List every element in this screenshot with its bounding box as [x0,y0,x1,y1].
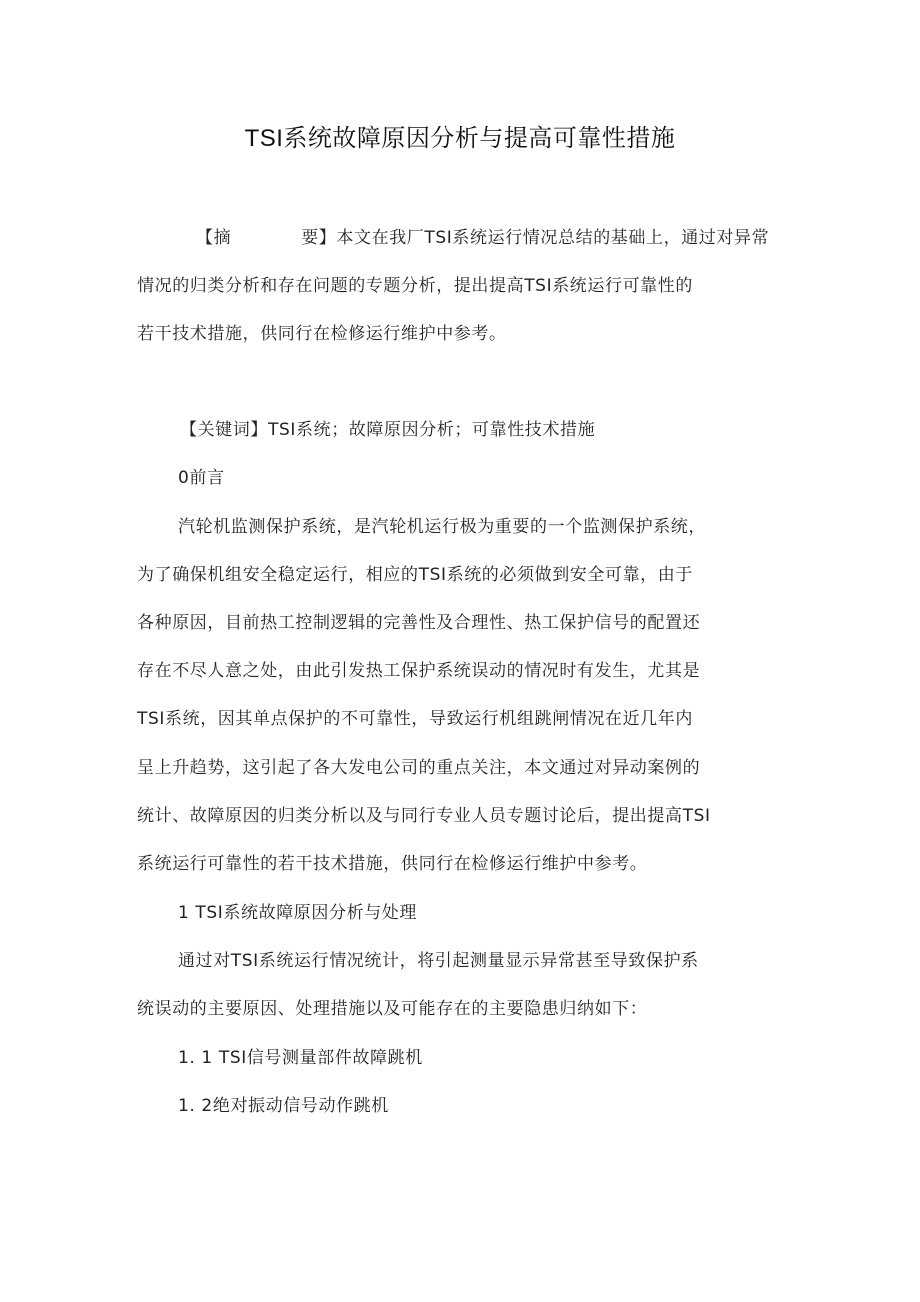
section-0-paragraph-line: 各种原因，目前热工控制逻辑的完善性及合理性、热工保护信号的配置还 [137,613,701,633]
section-0-paragraph-line: TSI系统，因其单点保护的不可靠性，导致运行机组跳闸情况在近几年内 [137,709,693,729]
abstract-line-1 [196,226,769,250]
keywords-line [180,418,595,442]
abstract-label-open: 【摘 [196,228,232,248]
abstract-label-close: 要】 [301,228,337,248]
subsection-1-2-heading: 1. 2绝对振动信号动作跳机 [178,1096,389,1116]
section-0-paragraph-line: 汽轮机监测保护系统，是汽轮机运行极为重要的一个监测保护系统， [178,517,706,537]
abstract-line-2: 情况的归类分析和存在问题的专题分析，提出提高TSI系统运行可靠性的 [137,276,693,296]
document-title: TSI系统故障原因分析与提高可靠性措施 [244,125,676,152]
section-0-paragraph-line: 存在不尽人意之处，由此引发热工保护系统误动的情况时有发生，尤其是 [137,661,701,681]
section-0-heading: 0前言 [178,468,225,488]
section-1-paragraph-line: 统误动的主要原因、处理措施以及可能存在的主要隐患归纳如下： [137,999,648,1019]
section-1-paragraph-line: 通过对TSI系统运行情况统计，将引起测量显示异常甚至导致保护系 [178,951,699,971]
abstract-text-line-1: 本文在我厂TSI系统运行情况总结的基础上，通过对异常 [336,228,770,248]
section-0-paragraph-line: 系统运行可靠性的若干技术措施，供同行在检修运行维护中参考。 [137,854,648,874]
subsection-1-1-heading: 1. 1 TSI信号测量部件故障跳机 [178,1048,423,1068]
section-0-paragraph-line: 为了确保机组安全稳定运行，相应的TSI系统的必须做到安全可靠，由于 [137,565,693,585]
abstract-line-3: 若干技术措施，供同行在检修运行维护中参考。 [137,324,507,344]
section-1-heading: 1 TSI系统故障原因分析与处理 [178,903,418,923]
keywords-label: 【关键词】 [180,420,268,440]
section-0-paragraph-line: 统计、故障原因的归类分析以及与同行专业人员专题讨论后，提出提高TSI [137,806,711,826]
keywords-text: TSI系统；故障原因分析；可靠性技术措施 [268,420,596,440]
section-0-paragraph-line: 呈上升趋势，这引起了各大发电公司的重点关注，本文通过对异动案例的 [137,758,701,778]
